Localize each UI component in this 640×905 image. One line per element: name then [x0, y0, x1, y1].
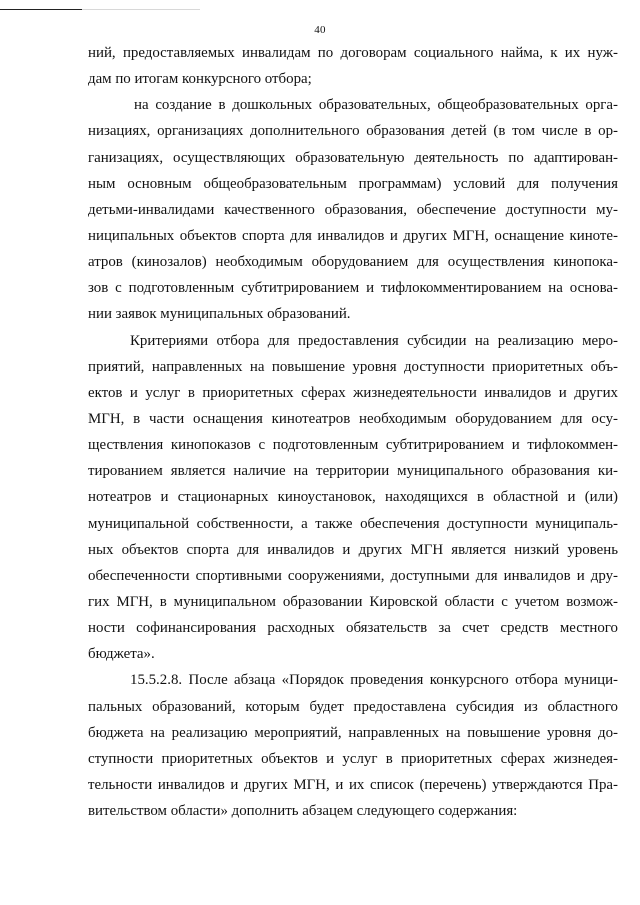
document-body — [88, 40, 618, 824]
text-line: пальных образований, которым будет предоставлена субсидия из областного — [88, 698, 618, 715]
text-line: вительством области» дополнить абзацем следующего содержания: — [88, 803, 518, 820]
text-line: ществления кинопоказов с подготовленным субтитрированием и тифлокоммен- — [88, 437, 618, 454]
text-line: муниципальной собственности, а также обеспечения доступности муниципаль- — [88, 515, 618, 532]
text-line: ных объектов спорта для инвалидов и других МГН является низкий уровень — [88, 541, 618, 558]
text-line: бюджета на реализацию мероприятий, направленных на повышение уровня до- — [88, 724, 618, 741]
paragraph-first-line: Критериями отбора для предоставления субсидии на реализацию меро- — [130, 332, 618, 349]
text-line: ниципальных объектов спорта для инвалидов и других МГН, оснащение киноте- — [88, 227, 618, 244]
text-line: МГН, в части оснащения кинотеатров необходимым оборудованием для осу- — [88, 410, 618, 427]
text-line: ступности приоритетных объектов и услуг в приоритетных сферах жизнедея- — [88, 750, 618, 767]
text-line: тированием является наличие на территории муниципального образования ки- — [88, 463, 618, 480]
text-line: ектов и услуг в приоритетных сферах жизнедеятельности инвалидов и других — [88, 384, 618, 401]
header-rule — [0, 9, 82, 10]
text-line: нии заявок муниципальных образований. — [88, 306, 351, 323]
text-line: ганизациях, осуществляющих образовательную деятельность по адаптирован- — [88, 149, 618, 166]
text-line: зов с подготовленным субтитрированием и тифлокомментированием на основа- — [88, 280, 618, 297]
text-line: дам по итогам конкурсного отбора; — [88, 71, 312, 88]
text-line: обеспеченности спортивными сооружениями, доступными для инвалидов и дру- — [88, 567, 618, 584]
text-line: тельности инвалидов и других МГН, и их список (перечень) утверждаются Пра- — [88, 776, 618, 793]
paragraph-first-line: на создание в дошкольных образовательных, общеобразовательных орга- — [134, 97, 618, 114]
text-line: гих МГН, в муниципальном образовании Кировской области с учетом возмож- — [88, 593, 618, 610]
text-line: бюджета». — [88, 646, 155, 663]
text-line: детьми-инвалидами качественного образования, обеспечение доступности му- — [88, 201, 618, 218]
text-line: ний, предоставляемых инвалидам по договорам социального найма, к их нуж- — [88, 45, 618, 61]
text-line: приятий, направленных на повышение уровня доступности приоритетных объ- — [88, 358, 618, 375]
header-rule-faint — [82, 9, 200, 10]
text-line: ности софинансирования расходных обязательств за счет средств местного — [88, 620, 618, 637]
text-line: атров (кинозалов) необходимым оборудованием для осуществления кинопока- — [88, 254, 618, 271]
text-line: нотеатров и стационарных киноустановок, находящихся в областной и (или) — [88, 489, 618, 506]
text-line: низациях, организациях дополнительного образования детей (в том числе в ор- — [88, 123, 618, 140]
text-line: ным основным общеобразовательным программам) условий для получения — [88, 175, 618, 192]
paragraph-first-line: 15.5.2.8. После абзаца «Порядок проведения конкурсного отбора муници- — [130, 672, 618, 689]
page-number: 40 — [314, 24, 326, 36]
